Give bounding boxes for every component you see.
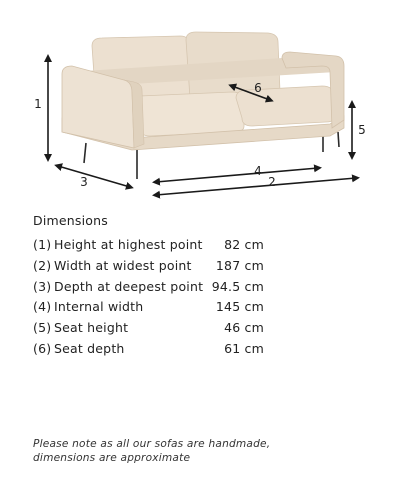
label-seat-height: 5	[358, 123, 366, 137]
dimension-row	[33, 257, 283, 278]
label-height: 1	[34, 97, 42, 111]
label-depth: 3	[80, 175, 88, 189]
dimension-number: (1)	[33, 237, 52, 252]
dimension-value: 187 cm	[215, 257, 264, 273]
dimension-row	[33, 236, 283, 257]
dimension-name: Seat height	[54, 320, 129, 336]
dim-line-width	[156, 178, 356, 195]
dimension-value: 94.5 cm	[211, 278, 264, 294]
dimension-row	[33, 298, 283, 319]
dimension-name: Width at widest point	[54, 257, 192, 273]
dimension-value: 61 cm	[224, 340, 264, 356]
handmade-note	[33, 437, 333, 465]
dimension-name: Seat depth	[54, 340, 125, 356]
dimension-name: Height at highest point	[54, 237, 203, 252]
label-seat-depth: 6	[254, 81, 262, 95]
note-line-2: dimensions are approximate	[33, 452, 191, 464]
dimension-row	[33, 278, 283, 299]
dim-line-internal-width	[156, 168, 318, 182]
label-width: 2	[268, 175, 276, 189]
dimension-number: (5)	[33, 320, 52, 336]
dim-line-depth	[58, 166, 130, 187]
dimension-number: (3)	[33, 278, 52, 294]
dimensions-heading: Dimensions	[33, 213, 108, 228]
dimension-row	[33, 340, 283, 361]
dimension-row	[33, 319, 283, 340]
dimension-number: (6)	[33, 340, 52, 356]
dimension-name: Internal width	[54, 299, 144, 315]
note-line-1: Please note as all our sofas are handmade,	[33, 438, 271, 450]
dimension-value: 82 cm	[224, 237, 264, 252]
sofa-dimension-diagram	[0, 0, 400, 205]
dimension-number: (2)	[33, 257, 52, 273]
dimension-number: (4)	[33, 299, 52, 315]
dimension-value: 145 cm	[215, 299, 264, 315]
dimension-name: Depth at deepest point	[54, 278, 204, 294]
label-internal-width: 4	[254, 164, 262, 178]
dimensions-list	[33, 236, 283, 361]
sofa-illustration	[0, 0, 400, 205]
dimension-value: 46 cm	[224, 320, 264, 336]
